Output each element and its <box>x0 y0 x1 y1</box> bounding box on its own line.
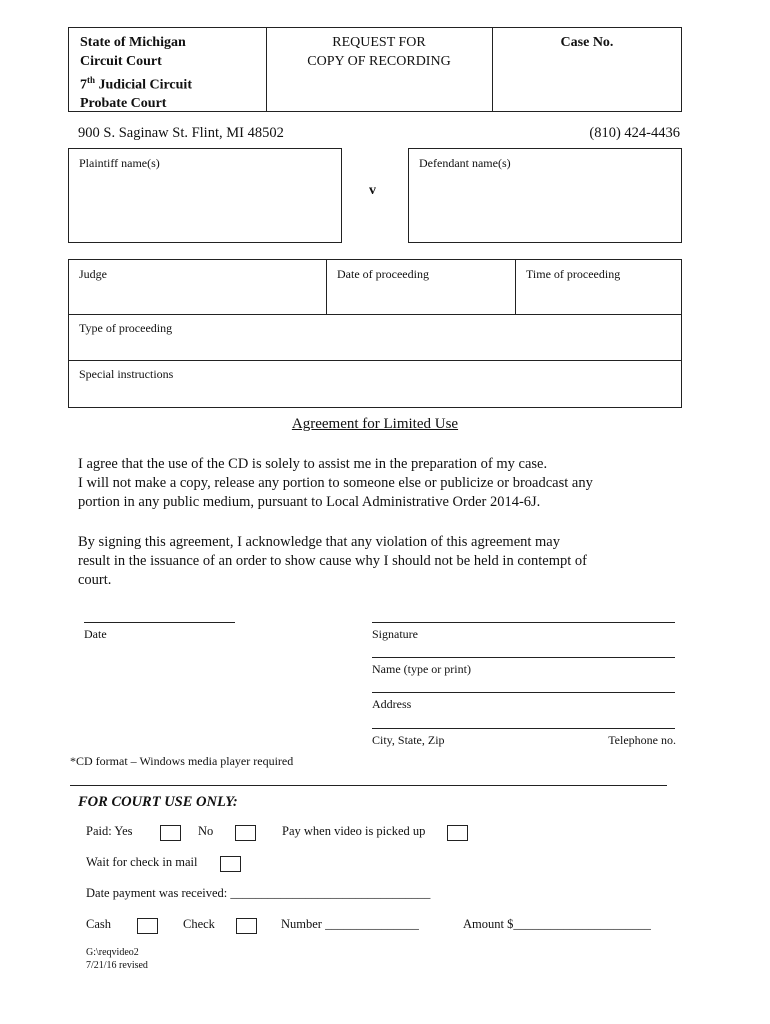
check-number-field[interactable]: Number _______________ <box>281 917 419 931</box>
name-line[interactable] <box>372 657 675 658</box>
paid-yes-checkbox[interactable] <box>160 825 181 841</box>
date-label: Date <box>84 627 107 641</box>
defendant-label: Defendant name(s) <box>419 156 511 170</box>
name-label: Name (type or print) <box>372 662 471 676</box>
court-judicial-circuit: 7th Judicial Circuit <box>80 75 192 93</box>
court-state: State of Michigan <box>80 35 186 50</box>
special-instructions-label: Special instructions <box>79 367 174 381</box>
address-label: Address <box>372 697 412 711</box>
judge-label: Judge <box>79 267 107 281</box>
city-line[interactable] <box>372 728 675 729</box>
type-of-proceeding-field[interactable] <box>68 314 682 361</box>
versus-label: v <box>369 183 376 198</box>
special-instructions-field[interactable] <box>68 360 682 408</box>
agreement-paragraph-2: By signing this agreement, I acknowledge that any violation of this agreement may result in the issuance of an order to show cause why I should not be held in contempt of court. <box>78 534 587 588</box>
pay-when-picked-up-checkbox[interactable] <box>447 825 468 841</box>
agreement-paragraph-1: I agree that the use of the CD is solely to assist me in the preparation of my case. I will not make a copy, release any portion to someone else or publicize or broadcast any portion in any public medium, pursuant to Local Administrative Order 2014-6J. <box>78 456 593 510</box>
telephone-label: Telephone no. <box>608 733 676 747</box>
form-title-line1: REQUEST FOR <box>332 35 426 50</box>
wait-for-check-label: Wait for check in mail <box>86 855 198 869</box>
date-signature-line[interactable] <box>84 622 235 623</box>
plaintiff-label: Plaintiff name(s) <box>79 156 160 170</box>
pay-when-picked-up-label: Pay when video is picked up <box>282 824 426 838</box>
judge-field[interactable] <box>68 259 327 315</box>
date-of-proceeding-label: Date of proceeding <box>337 267 429 281</box>
cd-format-note: *CD format – Windows media player required <box>70 754 294 768</box>
check-checkbox[interactable] <box>236 918 257 934</box>
type-of-proceeding-label: Type of proceeding <box>79 321 173 335</box>
section-divider <box>70 785 667 786</box>
time-of-proceeding-label: Time of proceeding <box>526 267 621 281</box>
footer-revised-date: 7/21/16 revised <box>86 960 148 971</box>
header-court-cell <box>68 27 267 112</box>
address-line[interactable] <box>372 692 675 693</box>
defendant-field[interactable] <box>408 148 682 243</box>
cash-checkbox[interactable] <box>137 918 158 934</box>
time-of-proceeding-field[interactable] <box>515 259 682 315</box>
form-title-line2: COPY OF RECORDING <box>307 53 451 69</box>
check-label: Check <box>183 917 215 931</box>
amount-field[interactable]: Amount $______________________ <box>463 917 651 931</box>
signature-line[interactable] <box>372 622 675 623</box>
date-of-proceeding-field[interactable] <box>326 259 516 315</box>
cash-label: Cash <box>86 917 111 931</box>
plaintiff-field[interactable] <box>68 148 342 243</box>
case-no-label: Case No. <box>560 35 614 50</box>
court-probate: Probate Court <box>80 96 167 112</box>
court-use-title: FOR COURT USE ONLY: <box>78 794 238 810</box>
court-phone: (810) 424-4436 <box>589 125 680 141</box>
city-state-zip-label: City, State, Zip <box>372 733 445 747</box>
signature-label: Signature <box>372 627 418 641</box>
header-title-cell <box>266 27 493 112</box>
court-address: 900 S. Saginaw St. Flint, MI 48502 <box>78 125 284 141</box>
wait-for-check-checkbox[interactable] <box>220 856 241 872</box>
date-payment-received-field[interactable]: Date payment was received: ________________________________ <box>86 886 431 900</box>
header-case-cell[interactable] <box>492 27 682 112</box>
paid-no-label: No <box>198 824 214 838</box>
agreement-title: Agreement for Limited Use <box>291 416 459 432</box>
paid-no-checkbox[interactable] <box>235 825 256 841</box>
footer-file-path: G:\reqvideo2 <box>86 947 139 958</box>
paid-yes-label: Paid: Yes <box>86 824 133 838</box>
court-circuit: Circuit Court <box>80 53 162 69</box>
